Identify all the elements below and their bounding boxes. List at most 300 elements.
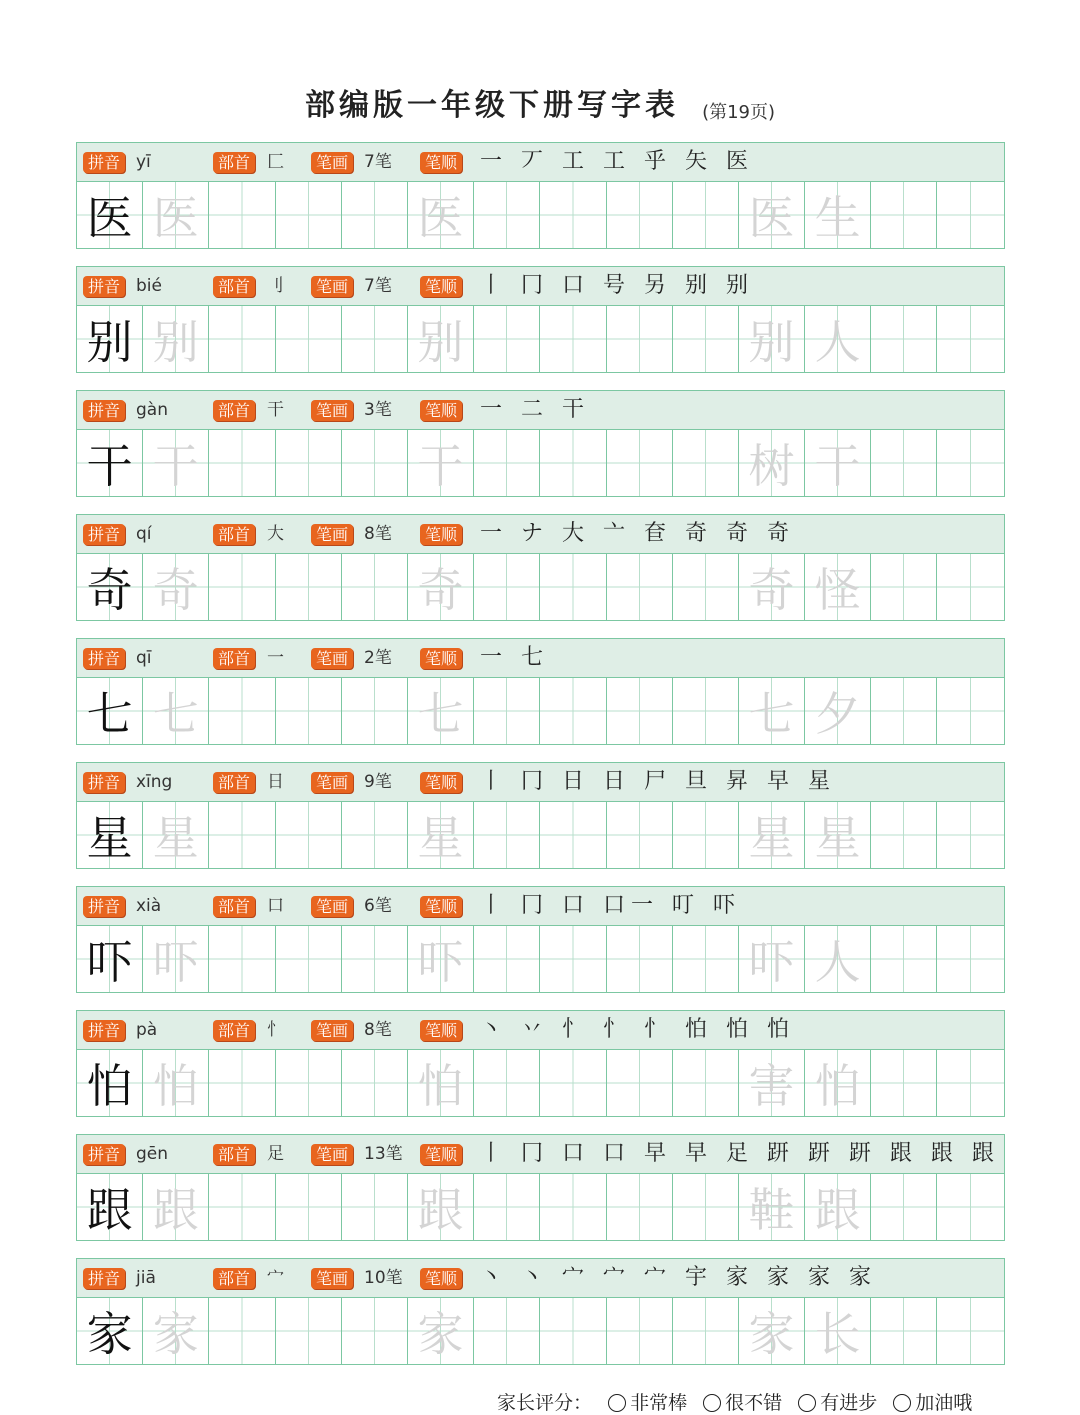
trace-character: 七 [417, 687, 464, 741]
writing-cell[interactable] [673, 554, 739, 620]
radical-value: 刂 [267, 276, 284, 296]
writing-cell[interactable] [276, 306, 342, 372]
writing-cell[interactable] [474, 926, 540, 992]
strokes-value: 3笔 [364, 400, 392, 420]
radical-value: 干 [267, 400, 284, 420]
pinyin-badge: 拼音 [83, 524, 125, 545]
stroke-order-sequence: 丶 丷 忄 忄 忄 怕 怕 怕 [480, 1017, 795, 1042]
pinyin-badge: 拼音 [83, 648, 125, 669]
character-info-bar [76, 1134, 1005, 1174]
writing-cell[interactable] [673, 306, 739, 372]
trace-character: 吓 [152, 935, 199, 989]
character-info-bar [76, 514, 1005, 554]
writing-cell[interactable] [540, 1050, 606, 1116]
writing-cell[interactable] [408, 430, 474, 496]
writing-cell[interactable] [540, 926, 606, 992]
stroke-order-sequence: 丨 冂 日 日 尸 旦 昇 早 星 [480, 769, 836, 794]
radical-badge: 部首 [213, 524, 255, 545]
trace-word-char: 怪 [814, 563, 861, 617]
writing-cell[interactable] [143, 554, 209, 620]
radical-badge: 部首 [213, 1268, 255, 1289]
writing-cell[interactable] [143, 802, 209, 868]
writing-cell[interactable] [342, 306, 408, 372]
pinyin-badge: 拼音 [83, 1144, 125, 1165]
strokes-badge: 笔画 [311, 1144, 353, 1165]
writing-cell[interactable] [474, 182, 540, 248]
pinyin-badge: 拼音 [83, 896, 125, 917]
writing-cell[interactable] [607, 1298, 673, 1364]
writing-grid [76, 1049, 1005, 1117]
strokes-badge: 笔画 [311, 276, 353, 297]
pinyin-badge: 拼音 [83, 1020, 125, 1041]
stroke-order-badge: 笔顺 [420, 400, 462, 421]
radio-circle-icon[interactable] [608, 1394, 626, 1412]
writing-cell[interactable] [276, 182, 342, 248]
trace-word-char: 吓 [748, 935, 795, 989]
writing-cell[interactable] [276, 926, 342, 992]
writing-cell[interactable] [871, 182, 937, 248]
writing-cell[interactable] [805, 1298, 871, 1364]
writing-cell[interactable] [276, 1050, 342, 1116]
writing-cell[interactable] [739, 1050, 805, 1116]
writing-grid [76, 677, 1005, 745]
writing-cell[interactable] [143, 182, 209, 248]
writing-cell[interactable] [209, 430, 275, 496]
writing-cell[interactable] [342, 926, 408, 992]
rating-label: 家长评分： [497, 1392, 593, 1414]
character-block [76, 514, 1005, 621]
pinyin-value: qī [136, 648, 152, 668]
writing-cell[interactable] [871, 430, 937, 496]
writing-cell[interactable] [342, 802, 408, 868]
writing-cell[interactable] [408, 554, 474, 620]
radical-value: 一 [267, 648, 284, 668]
writing-grid [76, 925, 1005, 993]
writing-cell[interactable] [937, 430, 1003, 496]
trace-word-char: 家 [748, 1307, 795, 1361]
stroke-order-badge: 笔顺 [420, 772, 462, 793]
stroke-order-badge: 笔顺 [420, 524, 462, 545]
writing-cell[interactable] [342, 678, 408, 744]
writing-cell[interactable] [209, 554, 275, 620]
strokes-value: 8笔 [364, 1020, 392, 1040]
radio-circle-icon[interactable] [893, 1394, 911, 1412]
trace-word-char: 别 [748, 315, 795, 369]
character-block [76, 762, 1005, 869]
pinyin-badge: 拼音 [83, 400, 125, 421]
radio-circle-icon[interactable] [703, 1394, 721, 1412]
writing-cell[interactable] [739, 430, 805, 496]
stroke-order-sequence: 丨 冂 口 号 另 别 别 [480, 273, 754, 298]
pinyin-value: pà [136, 1020, 158, 1040]
trace-word-char: 害 [748, 1059, 795, 1113]
writing-cell[interactable] [276, 1298, 342, 1364]
stroke-order-badge: 笔顺 [420, 276, 462, 297]
strokes-value: 2笔 [364, 648, 392, 668]
radical-badge: 部首 [213, 152, 255, 173]
writing-cell[interactable] [937, 306, 1003, 372]
writing-cell[interactable] [607, 554, 673, 620]
trace-character: 别 [417, 315, 464, 369]
pinyin-badge: 拼音 [83, 152, 125, 173]
writing-cell[interactable] [937, 1174, 1003, 1240]
writing-cell[interactable] [143, 1298, 209, 1364]
writing-cell[interactable] [143, 1174, 209, 1240]
writing-cell[interactable] [937, 182, 1003, 248]
writing-cell[interactable] [540, 678, 606, 744]
stroke-order-sequence: 一 丆 工 工 乎 矢 医 [480, 149, 754, 174]
rating-option-keep-going[interactable]: 加油哦 [893, 1392, 972, 1414]
writing-cell[interactable] [805, 678, 871, 744]
writing-cell[interactable] [739, 678, 805, 744]
trace-character: 别 [152, 315, 199, 369]
writing-cell[interactable] [673, 1298, 739, 1364]
trace-character: 七 [152, 687, 199, 741]
writing-cell[interactable] [540, 554, 606, 620]
character-block [76, 1010, 1005, 1117]
strokes-value: 7笔 [364, 152, 392, 172]
radical-badge: 部首 [213, 1144, 255, 1165]
trace-character: 干 [152, 439, 199, 493]
pinyin-value: xīng [136, 772, 173, 792]
writing-cell[interactable] [474, 306, 540, 372]
writing-cell[interactable] [739, 182, 805, 248]
pinyin-value: qí [136, 524, 152, 544]
writing-cell[interactable] [607, 678, 673, 744]
pinyin-value: gàn [136, 400, 168, 420]
writing-cell[interactable] [937, 678, 1003, 744]
trace-word-char: 七 [748, 687, 795, 741]
writing-cell[interactable] [607, 926, 673, 992]
writing-cell[interactable] [871, 1174, 937, 1240]
writing-cell[interactable] [739, 306, 805, 372]
model-character: 家 [86, 1307, 133, 1361]
writing-cell[interactable] [143, 306, 209, 372]
writing-cell[interactable] [209, 678, 275, 744]
writing-cell[interactable] [408, 1050, 474, 1116]
writing-cell[interactable] [77, 182, 143, 248]
character-info-bar [76, 886, 1005, 926]
model-character: 跟 [86, 1183, 133, 1237]
model-character: 吓 [86, 935, 133, 989]
writing-cell[interactable] [871, 1050, 937, 1116]
trace-character: 吓 [417, 935, 464, 989]
writing-cell[interactable] [805, 926, 871, 992]
writing-cell[interactable] [77, 1298, 143, 1364]
radical-badge: 部首 [213, 648, 255, 669]
character-block [76, 886, 1005, 993]
radical-value: 宀 [267, 1268, 284, 1288]
writing-cell[interactable] [276, 802, 342, 868]
writing-cell[interactable] [540, 802, 606, 868]
character-block [76, 638, 1005, 745]
writing-cell[interactable] [209, 926, 275, 992]
writing-cell[interactable] [540, 306, 606, 372]
stroke-order-badge: 笔顺 [420, 1144, 462, 1165]
strokes-value: 9笔 [364, 772, 392, 792]
rating-option-good[interactable]: 很不错 [703, 1392, 782, 1414]
trace-character: 奇 [152, 563, 199, 617]
strokes-value: 8笔 [364, 524, 392, 544]
writing-cell[interactable] [937, 926, 1003, 992]
writing-cell[interactable] [937, 554, 1003, 620]
trace-word-char: 生 [814, 191, 861, 245]
writing-cell[interactable] [342, 430, 408, 496]
trace-word-char: 星 [814, 811, 861, 865]
writing-cell[interactable] [474, 1050, 540, 1116]
page-number: (第19页) [702, 101, 776, 123]
writing-grid [76, 553, 1005, 621]
character-block [76, 266, 1005, 373]
pinyin-badge: 拼音 [83, 772, 125, 793]
writing-grid [76, 1173, 1005, 1241]
writing-cell[interactable] [276, 430, 342, 496]
character-info-bar [76, 142, 1005, 182]
writing-cell[interactable] [540, 1298, 606, 1364]
writing-cell[interactable] [77, 678, 143, 744]
pinyin-value: yī [136, 152, 151, 172]
model-character: 医 [86, 191, 133, 245]
writing-cell[interactable] [408, 1298, 474, 1364]
writing-cell[interactable] [871, 802, 937, 868]
radical-badge: 部首 [213, 276, 255, 297]
strokes-badge: 笔画 [311, 772, 353, 793]
writing-cell[interactable] [408, 678, 474, 744]
radical-value: 口 [267, 896, 284, 916]
writing-cell[interactable] [143, 1050, 209, 1116]
writing-cell[interactable] [276, 554, 342, 620]
writing-cell[interactable] [607, 430, 673, 496]
writing-cell[interactable] [77, 554, 143, 620]
writing-cell[interactable] [77, 1174, 143, 1240]
strokes-badge: 笔画 [311, 896, 353, 917]
writing-cell[interactable] [805, 554, 871, 620]
strokes-value: 13笔 [364, 1144, 403, 1164]
stroke-order-badge: 笔顺 [420, 896, 462, 917]
writing-cell[interactable] [408, 926, 474, 992]
model-character: 干 [86, 439, 133, 493]
model-character: 奇 [86, 563, 133, 617]
pinyin-value: xià [136, 896, 162, 916]
writing-grid [76, 305, 1005, 373]
trace-word-char: 医 [748, 191, 795, 245]
writing-cell[interactable] [342, 1174, 408, 1240]
writing-cell[interactable] [276, 1174, 342, 1240]
writing-cell[interactable] [673, 1050, 739, 1116]
writing-cell[interactable] [342, 182, 408, 248]
model-character: 星 [86, 811, 133, 865]
trace-character: 跟 [417, 1183, 464, 1237]
stroke-order-sequence: 丨 冂 口 口 早 早 足 趼 趼 趼 跟 跟 跟 [480, 1141, 1000, 1166]
writing-cell[interactable] [805, 182, 871, 248]
pinyin-value: gēn [136, 1144, 169, 1164]
writing-cell[interactable] [805, 306, 871, 372]
radical-value: 忄 [267, 1020, 284, 1040]
radical-badge: 部首 [213, 896, 255, 917]
writing-cell[interactable] [871, 554, 937, 620]
radical-badge: 部首 [213, 772, 255, 793]
writing-cell[interactable] [871, 678, 937, 744]
writing-cell[interactable] [607, 802, 673, 868]
writing-cell[interactable] [143, 678, 209, 744]
character-info-bar [76, 1258, 1005, 1298]
writing-cell[interactable] [739, 926, 805, 992]
trace-character: 星 [152, 811, 199, 865]
writing-cell[interactable] [739, 554, 805, 620]
strokes-badge: 笔画 [311, 648, 353, 669]
model-character: 别 [86, 315, 133, 369]
trace-word-char: 鞋 [748, 1183, 795, 1237]
pinyin-badge: 拼音 [83, 276, 125, 297]
rating-option-progress[interactable]: 有进步 [798, 1392, 877, 1414]
writing-cell[interactable] [540, 430, 606, 496]
writing-cell[interactable] [673, 430, 739, 496]
writing-cell[interactable] [805, 1050, 871, 1116]
writing-cell[interactable] [673, 678, 739, 744]
writing-cell[interactable] [607, 306, 673, 372]
character-info-bar [76, 266, 1005, 306]
writing-cell[interactable] [209, 306, 275, 372]
trace-character: 干 [417, 439, 464, 493]
radical-value: 日 [267, 772, 284, 792]
trace-character: 星 [417, 811, 464, 865]
character-block [76, 390, 1005, 497]
writing-cell[interactable] [474, 430, 540, 496]
writing-cell[interactable] [805, 430, 871, 496]
writing-cell[interactable] [77, 802, 143, 868]
writing-cell[interactable] [673, 1174, 739, 1240]
stroke-order-sequence: 丶 丶 宀 宀 宀 宇 家 家 家 家 [480, 1265, 877, 1290]
radical-value: 足 [267, 1144, 284, 1164]
trace-word-char: 夕 [814, 687, 861, 741]
writing-cell[interactable] [209, 1050, 275, 1116]
writing-cell[interactable] [607, 182, 673, 248]
writing-cell[interactable] [607, 1174, 673, 1240]
trace-word-char: 怕 [814, 1059, 861, 1113]
pinyin-badge: 拼音 [83, 1268, 125, 1289]
writing-cell[interactable] [143, 430, 209, 496]
writing-cell[interactable] [474, 1298, 540, 1364]
stroke-order-sequence: 一 七 [480, 645, 549, 670]
writing-cell[interactable] [937, 1050, 1003, 1116]
strokes-badge: 笔画 [311, 524, 353, 545]
writing-cell[interactable] [739, 1174, 805, 1240]
trace-word-char: 人 [814, 315, 861, 369]
writing-cell[interactable] [342, 1050, 408, 1116]
writing-cell[interactable] [673, 182, 739, 248]
strokes-value: 10笔 [364, 1268, 403, 1288]
writing-grid [76, 801, 1005, 869]
strokes-value: 6笔 [364, 896, 392, 916]
writing-cell[interactable] [276, 678, 342, 744]
writing-cell[interactable] [673, 802, 739, 868]
writing-cell[interactable] [805, 1174, 871, 1240]
writing-cell[interactable] [937, 802, 1003, 868]
writing-cell[interactable] [871, 1298, 937, 1364]
strokes-badge: 笔画 [311, 1268, 353, 1289]
strokes-badge: 笔画 [311, 152, 353, 173]
character-info-bar [76, 390, 1005, 430]
radical-value: 匚 [267, 152, 284, 172]
writing-cell[interactable] [77, 1050, 143, 1116]
stroke-order-sequence: 一 二 干 [480, 397, 590, 422]
page-title: 部编版一年级下册写字表 [304, 88, 679, 123]
writing-cell[interactable] [77, 306, 143, 372]
writing-cell[interactable] [408, 1174, 474, 1240]
writing-cell[interactable] [474, 1174, 540, 1240]
writing-cell[interactable] [209, 802, 275, 868]
radical-badge: 部首 [213, 1020, 255, 1041]
writing-cell[interactable] [739, 1298, 805, 1364]
character-info-bar [76, 1010, 1005, 1050]
trace-character: 家 [417, 1307, 464, 1361]
writing-cell[interactable] [474, 554, 540, 620]
trace-character: 家 [152, 1307, 199, 1361]
writing-cell[interactable] [209, 1298, 275, 1364]
trace-word-char: 人 [814, 935, 861, 989]
writing-cell[interactable] [871, 926, 937, 992]
writing-cell[interactable] [805, 802, 871, 868]
writing-cell[interactable] [540, 182, 606, 248]
writing-cell[interactable] [607, 1050, 673, 1116]
writing-cell[interactable] [474, 678, 540, 744]
writing-cell[interactable] [871, 306, 937, 372]
trace-word-char: 干 [814, 439, 861, 493]
trace-character: 奇 [417, 563, 464, 617]
writing-cell[interactable] [474, 802, 540, 868]
model-character: 怕 [86, 1059, 133, 1113]
rating-option-excellent[interactable]: 非常棒 [608, 1392, 687, 1414]
trace-word-char: 星 [748, 811, 795, 865]
writing-cell[interactable] [143, 926, 209, 992]
radio-circle-icon[interactable] [798, 1394, 816, 1412]
trace-word-char: 奇 [748, 563, 795, 617]
writing-cell[interactable] [77, 430, 143, 496]
writing-cell[interactable] [209, 182, 275, 248]
writing-cell[interactable] [739, 802, 805, 868]
writing-cell[interactable] [209, 1174, 275, 1240]
writing-cell[interactable] [408, 802, 474, 868]
character-block [76, 1134, 1005, 1241]
stroke-order-badge: 笔顺 [420, 648, 462, 669]
writing-cell[interactable] [342, 554, 408, 620]
writing-cell[interactable] [408, 306, 474, 372]
model-character: 七 [86, 687, 133, 741]
pinyin-value: jiā [136, 1268, 156, 1288]
strokes-badge: 笔画 [311, 1020, 353, 1041]
writing-cell[interactable] [937, 1298, 1003, 1364]
writing-cell[interactable] [673, 926, 739, 992]
writing-cell[interactable] [77, 926, 143, 992]
writing-cell[interactable] [408, 182, 474, 248]
strokes-value: 7笔 [364, 276, 392, 296]
trace-character: 医 [152, 191, 199, 245]
writing-cell[interactable] [540, 1174, 606, 1240]
trace-word-char: 长 [814, 1307, 861, 1361]
trace-word-char: 跟 [814, 1183, 861, 1237]
stroke-order-badge: 笔顺 [420, 1268, 462, 1289]
trace-word-char: 树 [748, 439, 795, 493]
writing-cell[interactable] [342, 1298, 408, 1364]
character-info-bar [76, 638, 1005, 678]
character-info-bar [76, 762, 1005, 802]
writing-grid [76, 181, 1005, 249]
pinyin-value: bié [136, 276, 162, 296]
parent-rating [497, 1388, 972, 1415]
writing-grid [76, 429, 1005, 497]
radical-value: 大 [267, 524, 284, 544]
stroke-order-sequence: 一 ナ 大 亠 奆 奇 奇 奇 [480, 521, 795, 546]
